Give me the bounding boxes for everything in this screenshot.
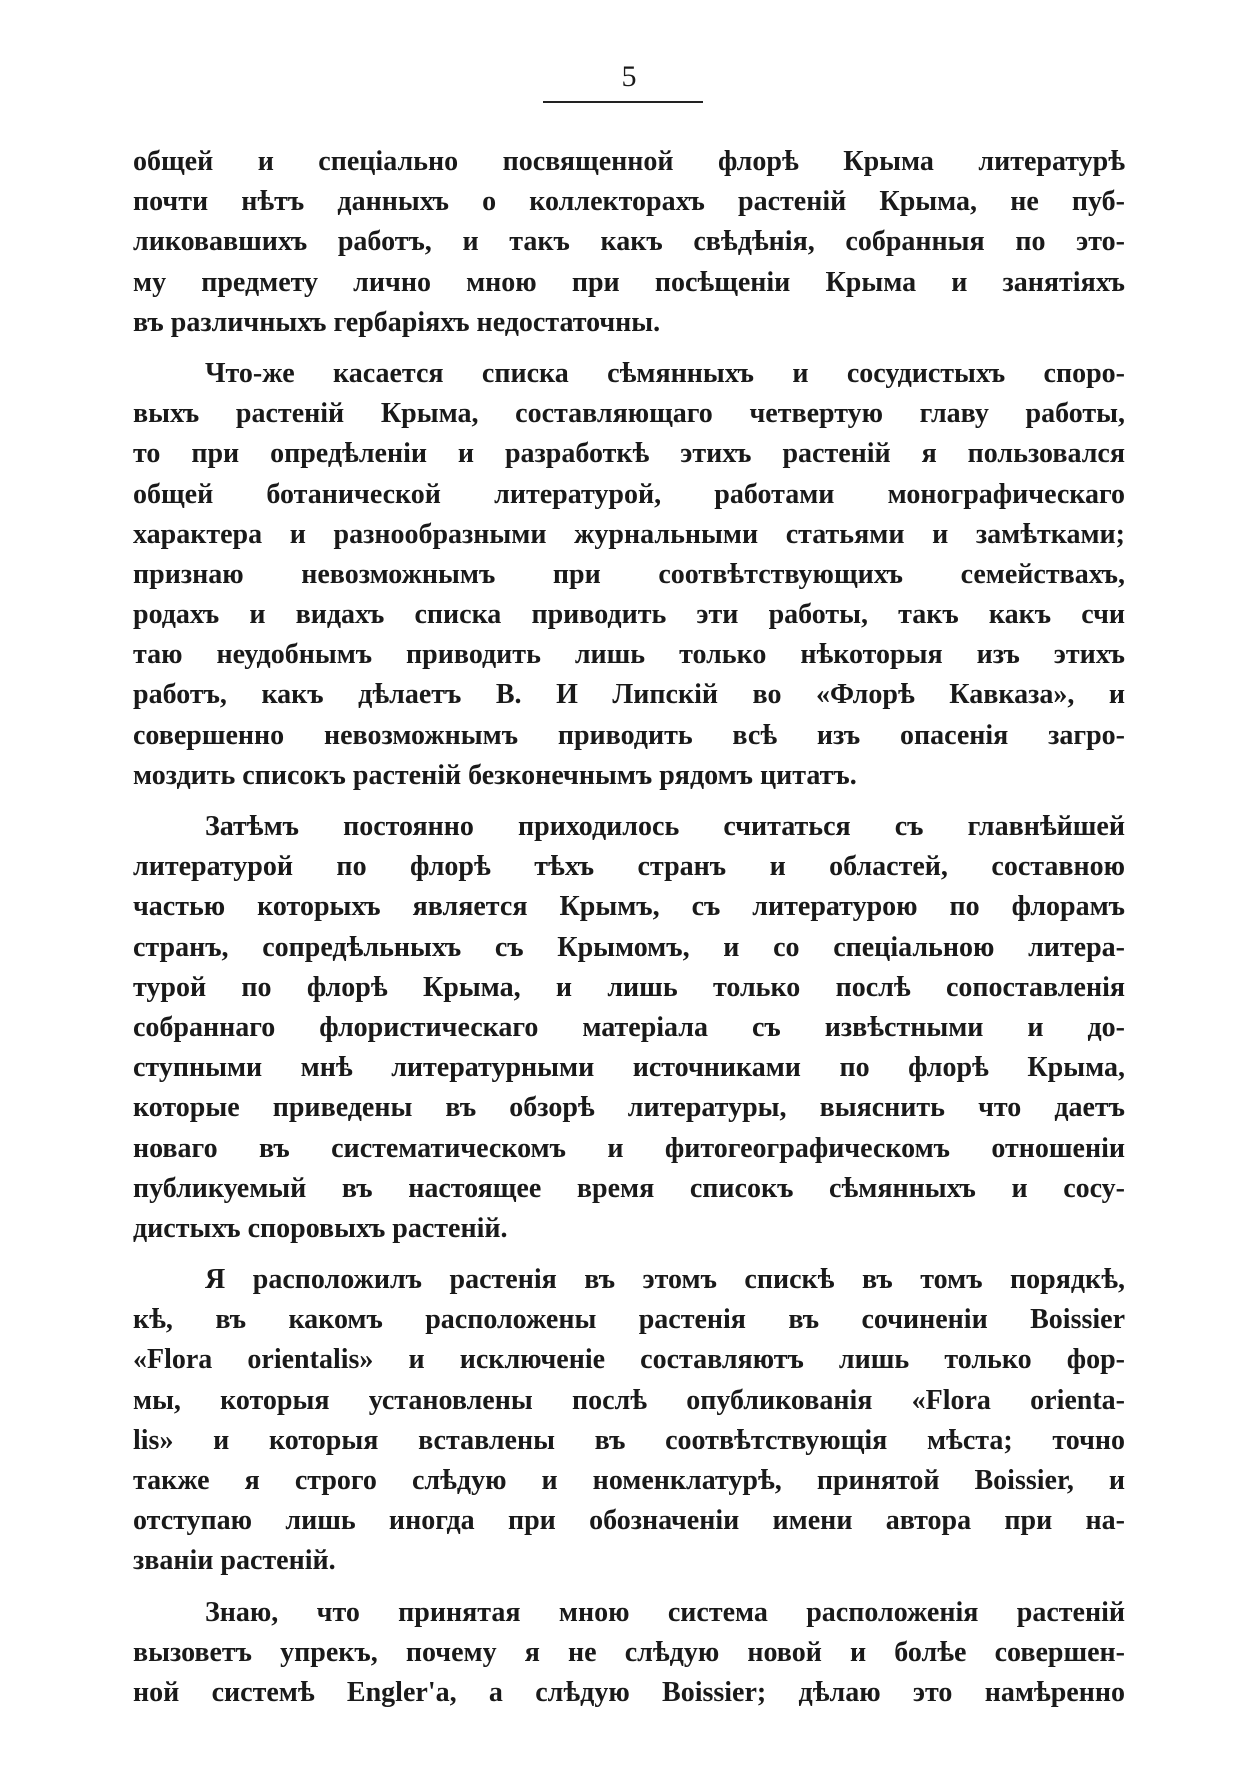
- text-line: то при опредѣленіи и разработкѣ этихъ растеній я пользовался: [133, 438, 1125, 470]
- text-line: работъ, какъ дѣлаетъ В. И Липскій во «Флорѣ Кавказа», и: [133, 679, 1125, 711]
- text-line: турой по флорѣ Крыма, и лишь только послѣ сопоставленія: [133, 971, 1125, 1003]
- text-line: въ различныхъ гербаріяхъ недостаточны.: [133, 306, 661, 338]
- text-line: частью которыхъ является Крымъ, съ литературою по флорамъ: [133, 891, 1125, 923]
- text-line: признаю невозможнымъ при соотвѣтствующихъ семействахъ,: [133, 558, 1125, 590]
- text-line: выхъ растеній Крыма, составляющаго четвертую главу работы,: [133, 398, 1125, 430]
- text-line: мы, которыя установлены послѣ опубликованія «Flora orienta-: [133, 1384, 1125, 1416]
- paragraph-4: [133, 1260, 1125, 1582]
- text-line: моздить списокъ растеній безконечнымъ рядомъ цитатъ.: [133, 759, 857, 791]
- text-line: «Flora orientalis» и исключеніе составляютъ лишь только фор-: [133, 1344, 1125, 1376]
- text-line: отступаю лишь иногда при обозначеніи имени автора при на-: [133, 1505, 1125, 1537]
- text-line: му предмету лично мною при посѣщеніи Крыма и занятіяхъ: [133, 266, 1125, 298]
- text-line: общей ботанической литературой, работами монографическаго: [133, 478, 1125, 510]
- header-rule: [543, 101, 703, 103]
- text-line: таю неудобнымъ приводить лишь только нѣкоторыя изъ этихъ: [133, 639, 1125, 671]
- text-line: публикуемый въ настоящее время списокъ сѣмянныхъ и сосу-: [133, 1172, 1125, 1204]
- text-line: дистыхъ споровыхъ растеній.: [133, 1212, 508, 1244]
- text-line: ликовавшихъ работъ, и такъ какъ свѣдѣнія, собранныя по это-: [133, 226, 1125, 258]
- text-line: литературой по флорѣ тѣхъ странъ и областей, составною: [133, 851, 1125, 883]
- text-line: собраннаго флористическаго матеріала съ извѣстными и до-: [133, 1011, 1125, 1043]
- text-line: званіи растеній.: [133, 1545, 336, 1577]
- text-line: новаго въ систематическомъ и фитогеографическомъ отношеніи: [133, 1132, 1125, 1164]
- text-line: Знаю, что принятая мною система расположенія растеній: [205, 1596, 1125, 1628]
- paragraph-3: [133, 807, 1125, 1249]
- text-body: [133, 142, 1125, 1724]
- text-line: lis» и которыя вставлены въ соотвѣтствующія мѣста; точно: [133, 1424, 1125, 1456]
- text-line: также я строго слѣдую и номенклатурѣ, принятой Boissier, и: [133, 1465, 1125, 1496]
- text-line: общей и спеціально посвященной флорѣ Крыма литературѣ: [133, 146, 1125, 177]
- text-line: кѣ, въ какомъ расположены растенія въ сочиненіи Boissier: [133, 1304, 1125, 1336]
- page-number: 5: [621, 60, 638, 93]
- text-line: вызоветъ упрекъ, почему я не слѣдую новой и болѣе совершен-: [133, 1636, 1125, 1668]
- text-line: ной системѣ Engler'a, а слѣдую Boissier; дѣлаю это намѣренно: [133, 1676, 1125, 1708]
- text-line: родахъ и видахъ списка приводить эти работы, такъ какъ счи: [133, 599, 1125, 631]
- text-line: совершенно невозможнымъ приводить всѣ изъ опасенія загро-: [133, 719, 1125, 751]
- text-line: почти нѣтъ данныхъ о коллекторахъ растеній Крыма, не пуб-: [133, 186, 1125, 218]
- paragraph-2: [133, 354, 1125, 796]
- paragraph-5: [133, 1593, 1125, 1714]
- text-line: характера и разнообразными журнальными статьями и замѣтками;: [133, 518, 1125, 550]
- text-line: ступными мнѣ литературными источниками по флорѣ Крыма,: [133, 1052, 1125, 1084]
- paragraph-1: [133, 142, 1125, 343]
- text-line: Затѣмъ постоянно приходилось считаться съ главнѣйшей: [205, 811, 1125, 842]
- text-line: Я расположилъ растенія въ этомъ спискѣ въ томъ порядкѣ,: [205, 1264, 1125, 1296]
- text-line: странъ, сопредѣльныхъ съ Крымомъ, и со спеціальною литера-: [133, 931, 1125, 963]
- text-line: Что-же касается списка сѣмянныхъ и сосудистыхъ споро-: [205, 357, 1125, 389]
- text-line: которые приведены въ обзорѣ литературы, выяснить что даетъ: [133, 1092, 1125, 1124]
